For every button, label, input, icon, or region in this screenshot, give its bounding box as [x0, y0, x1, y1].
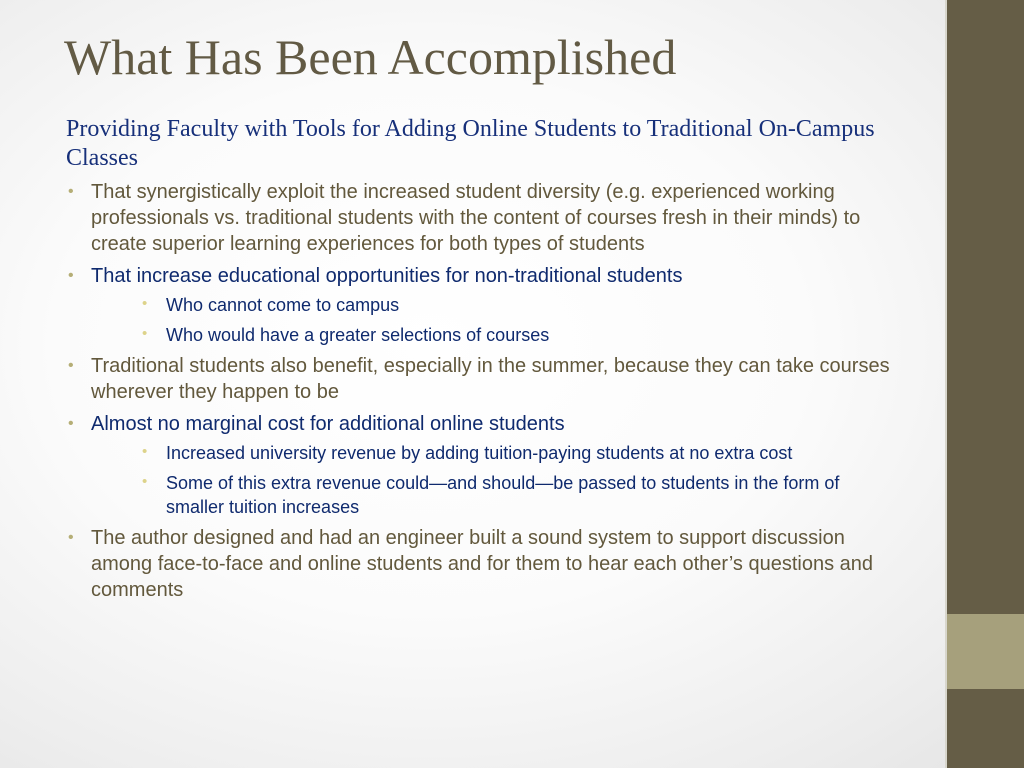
sub-bullet-icon: •: [142, 325, 148, 342]
slide-title: What Has Been Accomplished: [64, 29, 677, 85]
bullet-text: Almost no marginal cost for additional online students: [91, 413, 565, 435]
slide-subtitle: Providing Faculty with Tools for Adding Online Students to Traditional On-Campus Classes: [66, 116, 875, 171]
sub-bullet-item: [91, 471, 896, 519]
bullet-icon: •: [68, 357, 74, 374]
sub-bullet-text: Some of this extra revenue could—and should—be passed to students in the form of smaller tuition increases: [166, 473, 840, 517]
sub-bullet-text: Who would have a greater selections of courses: [166, 325, 550, 345]
bullet-icon: •: [68, 267, 74, 284]
bullet-text: That increase educational opportunities for non-traditional students: [91, 265, 683, 287]
sub-bullet-list: [91, 293, 896, 347]
slide-body: [66, 115, 896, 609]
sub-bullet-text: Increased university revenue by adding tuition-paying students at no extra cost: [166, 443, 793, 463]
sub-bullet-item: [91, 323, 896, 347]
bullet-list: [66, 179, 896, 603]
bullet-item: [66, 179, 896, 257]
bullet-icon: •: [68, 529, 74, 546]
bullet-text: Traditional students also benefit, especially in the summer, because they can take courses wherever they happen to be: [91, 355, 890, 403]
bullet-text: That synergistically exploit the increased student diversity (e.g. experienced working professionals vs. traditional students with the content of courses fresh in their minds) to create superior learning experiences for both types of students: [91, 181, 861, 255]
sub-bullet-item: [91, 441, 896, 465]
sub-bullet-list: [91, 441, 896, 519]
bullet-text: The author designed and had an engineer built a sound system to support discussion among face-to-face and online students and for them to hear each other’s questions and comments: [91, 527, 873, 601]
sub-bullet-item: [91, 293, 896, 317]
sub-bullet-text: Who cannot come to campus: [166, 295, 400, 315]
bullet-item: [66, 353, 896, 405]
bullet-item: [66, 411, 896, 519]
bullet-item: [66, 263, 896, 347]
sub-bullet-icon: •: [142, 295, 148, 312]
bullet-icon: •: [68, 183, 74, 200]
sub-bullet-icon: •: [142, 443, 148, 460]
bullet-icon: •: [68, 415, 74, 432]
bullet-item: [66, 525, 896, 603]
decorative-sidebar-band: [947, 614, 1024, 689]
sub-bullet-icon: •: [142, 473, 148, 490]
